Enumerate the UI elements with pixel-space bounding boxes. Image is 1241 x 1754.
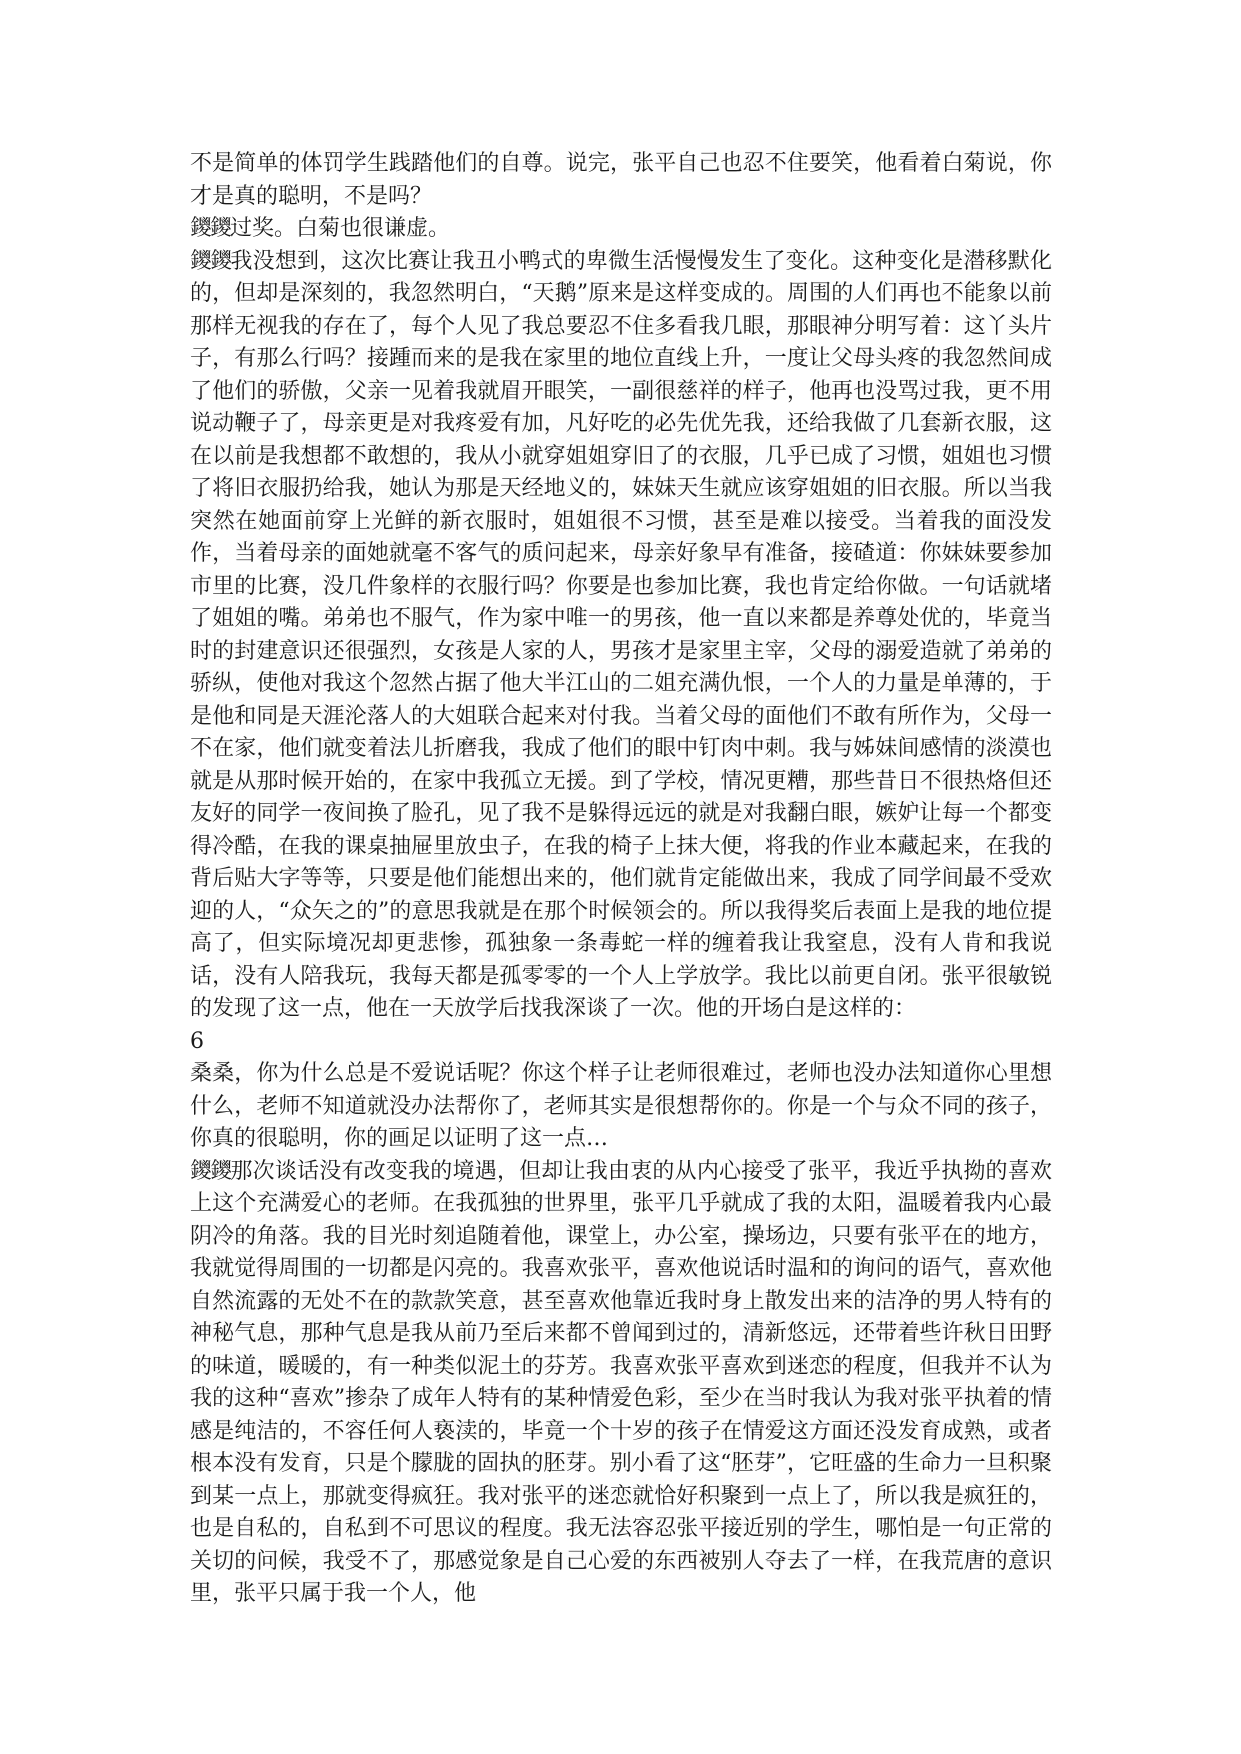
paragraph-3 [190,246,1052,1026]
paragraph-lead: 鑁鑁 [190,216,231,241]
paragraph-lead: 鑁鑁 [190,1158,231,1184]
paragraph-lead: 鑁鑁 [190,248,231,274]
paragraph-1 [190,148,1052,213]
paragraph-text: 我没想到，这次比赛让我丑小鸭式的卑微生活慢慢发生了变化。这种变化是潜移默化的，但却是深刻的，我忽然明白，“天鹅”原来是这样变成的。周围的人们再也不能象以前那样无视我的存在了，每个人见了我总要忍不住多看我几眼，那眼神分明写着：这丫头片子，有那么行吗？接踵而来的是我在家里的地位直线上升，一度让父母头疼的我忽然间成了他们的骄傲，父亲一见着我就眉开眼笑，一副很慈祥的样子，他再也没骂过我，更不用说动鞭子了，母亲更是对我疼爱有加，凡好吃的必先优先我，还给我做了几套新衣服，这在以前是我想都不敢想的，我从小就穿姐姐穿旧了的衣服，几乎已成了习惯，姐姐也习惯了将旧衣服扔给我，她认为那是天经地义的，妹妹天生就应该穿姐姐的旧衣服。所以当我突然在她面前穿上光鲜的新衣服时，姐姐很不习惯，甚至是难以接受。当着我的面没发作，当着母亲的面她就毫不客气的质问起来，母亲好象早有准备，接碴道：你妹妹要参加市里的比赛，没几件象样的衣服行吗？你要是也参加比赛，我也肯定给你做。一句话就堵了姐姐的嘴。弟弟也不服气，作为家中唯一的男孩，他一直以来都是养尊处优的，毕竟当时的封建意识还很强烈，女孩是人家的人，男孩才是家里主宰，父母的溺爱造就了弟弟的骄纵，使他对我这个忽然占据了他大半江山的二姐充满仇恨，一个人的力量是单薄的，于是他和同是天涯沦落人的大姐联合起来对付我。当着父母的面他们不敢有所作为，父母一不在家，他们就变着法儿折磨我，我成了他们的眼中钉肉中刺。我与姊妹间感情的淡漠也就是从那时候开始的，在家中我孤立无援。到了学校，情况更糟，那些昔日不很热烙但还友好的同学一夜间换了脸孔，见了我不是躲得远远的就是对我翻白眼，嫉妒让每一个都变得冷酷，在我的课桌抽屉里放虫子，在我的椅子上抹大便，将我的作业本藏起来，在我的背后贴大字等等，只要是他们能想出来的，他们就肯定能做出来，我成了同学间最不受欢迎的人，“众矢之的”的意思我就是在那个时候领会的。所以我得奖后表面上是我的地位提高了，但实际境况却更悲惨，孤独象一条毒蛇一样的缠着我让我窒息，没有人肯和我说话，没有人陪我玩，我每天都是孤零零的一个人上学放学。我比以前更自闭。张平很敏锐的发现了这一点，他在一天放学后找我深谈了一次。他的开场白是这样的： [190,248,1052,1021]
paragraph-text: 过奖。白菊也很谦虚。 [230,216,451,241]
paragraph-text: 6 [190,1028,204,1054]
paragraph-text: 不是简单的体罚学生践踏他们的自尊。说完，张平自己也忍不住要笑，他看着白菊说，你才是真的聪明，不是吗？ [190,151,1052,209]
paragraph-4 [190,1058,1052,1156]
paragraph-text: 那次谈话没有改变我的境遇，但却让我由衷的从内心接受了张平，我近乎执拗的喜欢上这个充满爱心的老师。在我孤独的世界里，张平几乎就成了我的太阳，温暖着我内心最阴冷的角落。我的目光时刻追随着他，课堂上，办公室，操场边，只要有张平在的地方，我就觉得周围的一切都是闪亮的。我喜欢张平，喜欢他说话时温和的询问的语气，喜欢他自然流露的无处不在的款款笑意，甚至喜欢他靠近我时身上散发出来的洁净的男人特有的神秘气息，那种气息是我从前乃至后来都不曾闻到过的，清新悠远，还带着些许秋日田野的味道，暖暖的，有一种类似泥土的芬芳。我喜欢张平喜欢到迷恋的程度，但我并不认为我的这种“喜欢”掺杂了成年人特有的某种情爱色彩，至少在当时我认为我对张平执着的情感是纯洁的，不容任何人亵渎的，毕竟一个十岁的孩子在情爱这方面还没发育成熟，或者根本没有发育，只是个朦胧的固执的胚芽。别小看了这“胚芽”，它旺盛的生命力一旦积聚到某一点上，那就变得疯狂。我对张平的迷恋就恰好积聚到一点上了，所以我是疯狂的，也是自私的，自私到不可思议的程度。我无法容忍张平接近别的学生，哪怕是一句正常的关切的问候，我受不了，那感觉象是自己心爱的东西被别人夺去了一样，在我荒唐的意识里，张平只属于我一个人，他 [190,1158,1052,1606]
paragraph-5 [190,1156,1052,1611]
paragraph-2 [190,213,1052,246]
body-text [190,148,1052,1611]
paragraph-text: 桑桑，你为什么总是不爱说话呢？你这个样子让老师很难过，老师也没办法知道你心里想什么，老师不知道就没办法帮你了，老师其实是很想帮你的。你是一个与众不同的孩子，你真的很聪明，你的画足以证明了这一点… [190,1061,1052,1151]
page-number [190,1026,1052,1059]
